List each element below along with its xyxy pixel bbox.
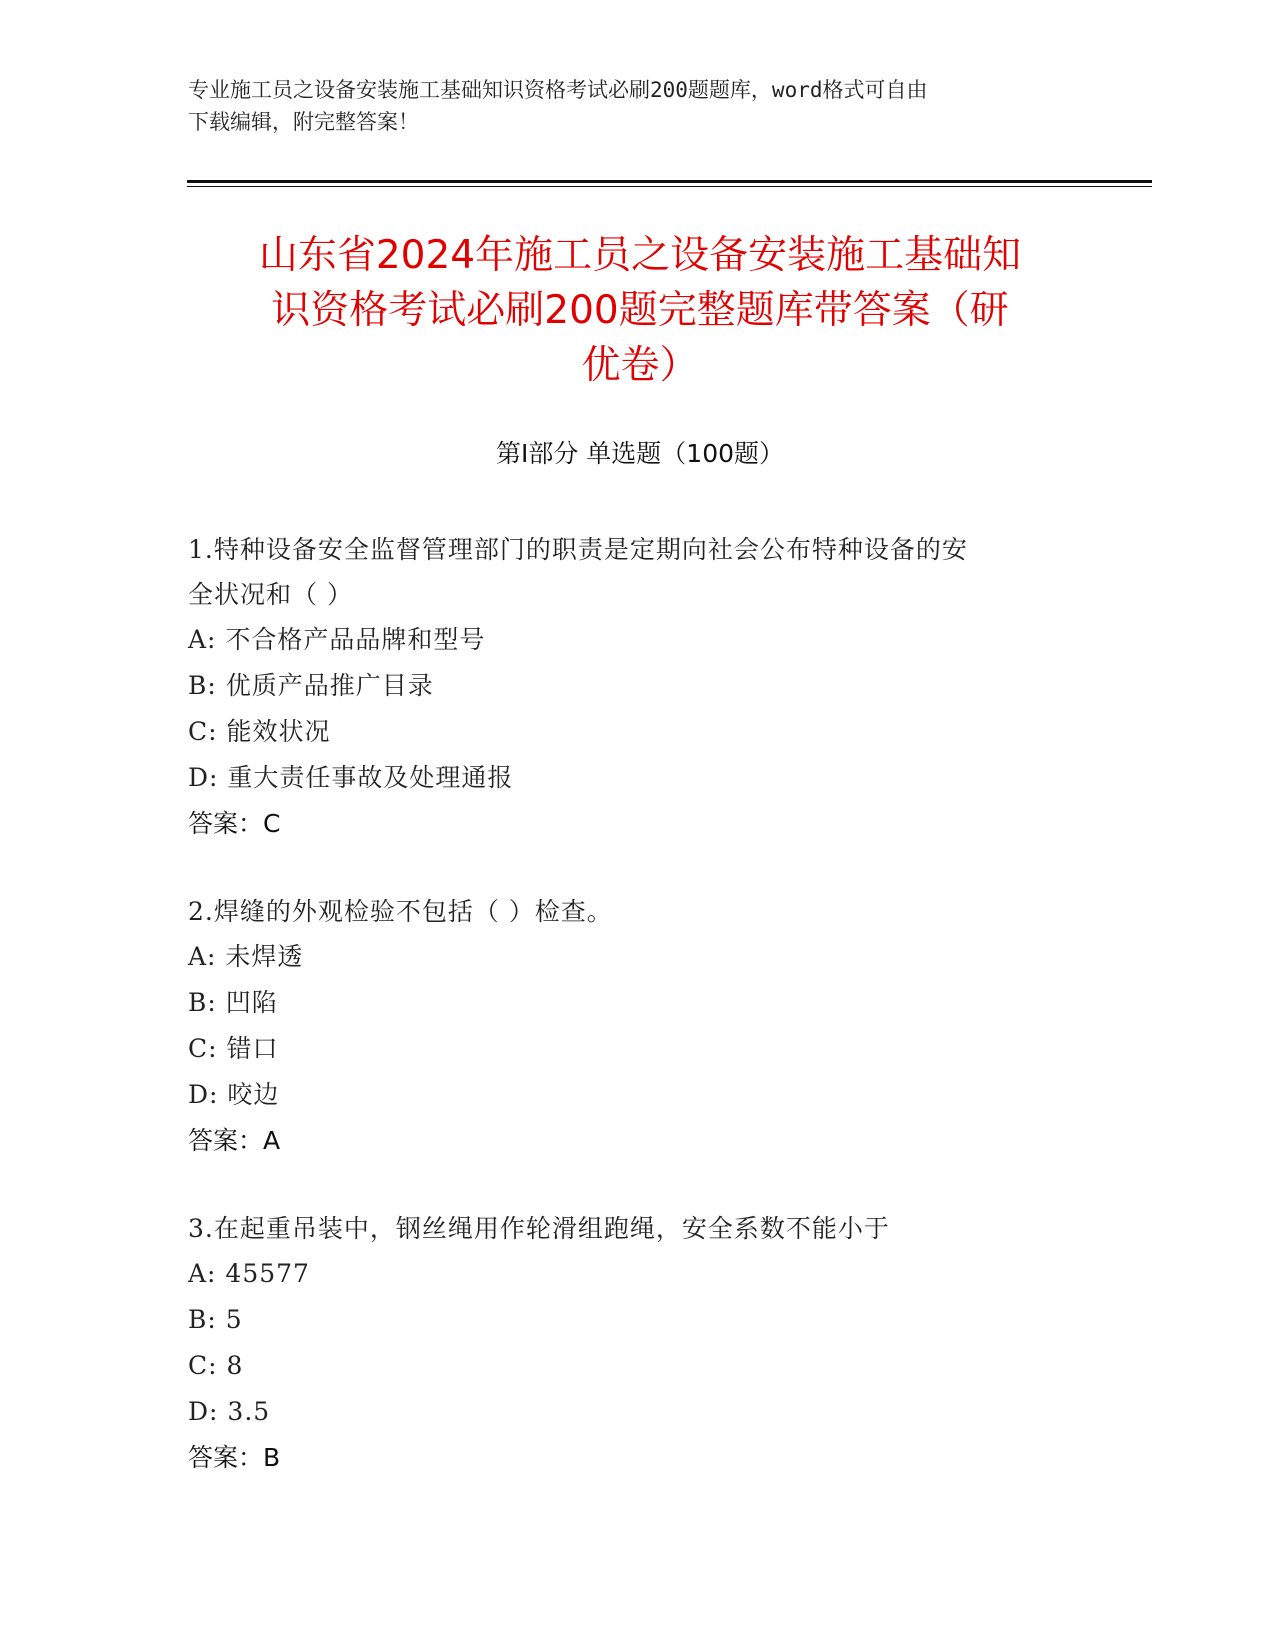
option-d: D: 咬边 [188,1080,280,1109]
option-d: D: 重大责任事故及处理通报 [188,763,514,792]
question-stem: 1.特种设备安全监督管理部门的职责是定期向社会公布特种设备的安 [188,535,968,564]
question-2 [188,889,1088,1164]
header-divider-thin [187,186,1152,187]
question-1 [188,527,1088,847]
option-a: A: 不合格产品品牌和型号 [188,625,486,654]
document-title-line-3: 优卷） [581,343,699,388]
answer: 答案：C [188,809,281,838]
header-note [188,74,1088,138]
option-b: B: 凹陷 [188,988,278,1017]
option-c: C: 8 [188,1351,244,1380]
question-3 [188,1206,1088,1481]
document-title [190,228,1090,393]
option-d: D: 3.5 [188,1397,271,1426]
question-list [188,527,1088,1523]
answer: 答案：A [188,1126,281,1155]
question-stem: 3.在起重吊装中，钢丝绳用作轮滑组跑绳，安全系数不能小于 [188,1214,890,1243]
option-c: C: 错口 [188,1034,279,1063]
answer: 答案：B [188,1443,281,1472]
option-a: A: 未焊透 [188,942,304,971]
option-b: B: 优质产品推广目录 [188,671,434,700]
header-divider-thick [187,180,1152,183]
option-b: B: 5 [188,1305,243,1334]
option-c: C: 能效状况 [188,717,331,746]
header-note-line-1: 专业施工员之设备安装施工基础知识资格考试必刷200题题库，word格式可自由 [188,78,928,102]
question-stem: 2.焊缝的外观检验不包括（ ）检查。 [188,897,613,926]
section-title: 第Ⅰ部分 单选题（100题） [495,439,785,468]
header-note-line-2: 下载编辑，附完整答案！ [188,110,419,134]
document-title-line-1: 山东省2024年施工员之设备安装施工基础知 [258,233,1022,278]
question-stem-continued: 全状况和（ ） [188,580,353,609]
document-title-line-2: 识资格考试必刷200题完整题库带答案（研 [271,288,1009,333]
option-a: A: 45577 [188,1259,310,1288]
